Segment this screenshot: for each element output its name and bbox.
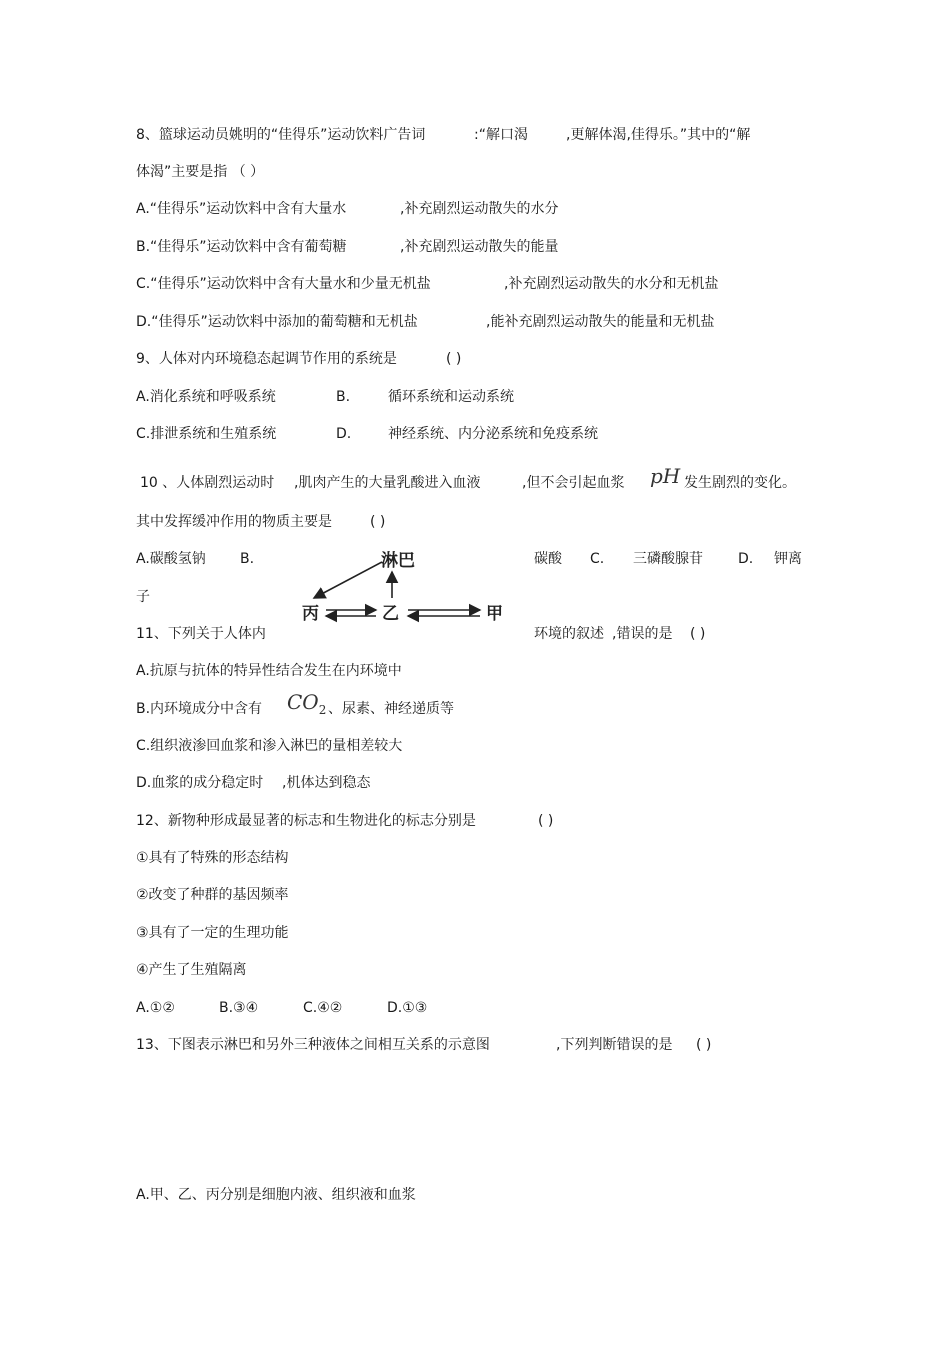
q9-option-b-label: B. (336, 389, 351, 405)
diagram-label-jia: 甲 (486, 604, 503, 624)
q8-option-a: A.“佳得乐”运动饮料中含有大量水 (136, 201, 347, 217)
q8-option-b-cont: ,补充剧烈运动散失的能量 (400, 239, 559, 255)
diagram-label-yi: 乙 (382, 604, 399, 624)
q11-stem-part1: 11、下列关于人体内 (136, 626, 266, 642)
q12-option-a: A.①② (136, 1000, 175, 1016)
q11-option-d: D.血浆的成分稳定时 (136, 775, 264, 791)
q12-paren: ( ) (538, 813, 554, 829)
q10-stem-part1: 10 、人体剧烈运动时 (140, 475, 275, 491)
q13-paren: ( ) (696, 1037, 712, 1053)
q13-stem-part1: 13、下图表示淋巴和另外三种液体之间相互关系的示意图 (136, 1037, 490, 1053)
q8-option-d: D.“佳得乐”运动饮料中添加的葡萄糖和无机盐 (136, 314, 418, 330)
q12-item-3: ③具有了一定的生理功能 (136, 925, 289, 941)
q8-stem-part3: ,更解体渴,佳得乐。”其中的“解 (566, 127, 751, 143)
q13-stem-part2: ,下列判断错误的是 (556, 1037, 673, 1053)
q11-stem-part2: 环境的叙述 (534, 626, 604, 642)
q8-option-d-cont: ,能补充剧烈运动散失的能量和无机盐 (486, 314, 715, 330)
q12-option-c: C.④② (303, 1000, 343, 1016)
diagram-label-bing: 丙 (302, 604, 319, 624)
q8-stem-part1: 8、篮球运动员姚明的“佳得乐”运动饮料广告词 (136, 127, 426, 143)
q11-option-c: C.组织液渗回血浆和渗入淋巴的量相差较大 (136, 738, 403, 754)
q12-item-1: ①具有了特殊的形态结构 (136, 850, 289, 866)
q9-option-d: 神经系统、内分泌系统和免疫系统 (388, 426, 598, 442)
co2-formula: $CO_2$ (287, 690, 327, 717)
q11-option-a: A.抗原与抗体的特异性结合发生在内环境中 (136, 663, 402, 679)
q12-item-4: ④产生了生殖隔离 (136, 962, 247, 978)
q11-stem-part3: ,错误的是 (612, 626, 673, 642)
fluid-relationship-diagram (296, 540, 516, 630)
q11-option-b-cont: 、尿素、神经递质等 (328, 701, 454, 717)
q8-option-a-cont: ,补充剧烈运动散失的水分 (400, 201, 559, 217)
q10-stem-part2: ,肌肉产生的大量乳酸进入血液 (294, 475, 481, 491)
q10-option-d-label: D. (738, 551, 754, 567)
q8-option-c: C.“佳得乐”运动饮料中含有大量水和少量无机盐 (136, 276, 431, 292)
ph-symbol: pH (650, 464, 681, 488)
q10-stem-part4: 发生剧烈的变化。 (684, 475, 796, 491)
q8-stem-part2: :“解口渴 (474, 127, 528, 143)
q10-option-b-label: B. (240, 551, 255, 567)
q12-option-d: D.①③ (387, 1000, 428, 1016)
diagram-label-lymph: 淋巴 (381, 551, 415, 571)
q9-option-c: C.排泄系统和生殖系统 (136, 426, 277, 442)
q12-option-b: B.③④ (219, 1000, 259, 1016)
q13-option-a: A.甲、乙、丙分别是细胞内液、组织液和血浆 (136, 1187, 416, 1203)
q12-stem: 12、新物种形成最显著的标志和生物进化的标志分别是 (136, 813, 476, 829)
q9-option-a: A.消化系统和呼吸系统 (136, 389, 276, 405)
q11-option-b: B.内环境成分中含有 (136, 701, 263, 717)
q9-option-d-label: D. (336, 426, 352, 442)
q8-stem-line2: 体渴”主要是指 （ ） (136, 164, 265, 180)
q10-paren: ( ) (370, 514, 386, 530)
q9-stem: 9、人体对内环境稳态起调节作用的系统是 (136, 351, 397, 367)
q10-option-d-wrap: 子 (136, 589, 150, 605)
q10-option-c: 三磷酸腺苷 (633, 551, 703, 567)
q10-option-c-label: C. (590, 551, 605, 567)
q8-option-b: B.“佳得乐”运动饮料中含有葡萄糖 (136, 239, 347, 255)
q12-item-2: ②改变了种群的基因频率 (136, 887, 289, 903)
arrow-lymph-to-bing (314, 562, 382, 598)
q8-option-c-cont: ,补充剧烈运动散失的水分和无机盐 (504, 276, 719, 292)
q10-stem-part3: ,但不会引起血浆 (522, 475, 625, 491)
q10-option-a: A.碳酸氢钠 (136, 551, 206, 567)
q10-option-b: 碳酸 (534, 551, 562, 567)
q9-paren: ( ) (446, 351, 462, 367)
q9-option-b: 循环系统和运动系统 (388, 389, 514, 405)
q10-option-d: 钾离 (774, 551, 802, 567)
q11-paren: ( ) (690, 626, 706, 642)
q11-option-d-cont: ,机体达到稳态 (282, 775, 371, 791)
q10-stem-line2: 其中发挥缓冲作用的物质主要是 (136, 514, 332, 530)
